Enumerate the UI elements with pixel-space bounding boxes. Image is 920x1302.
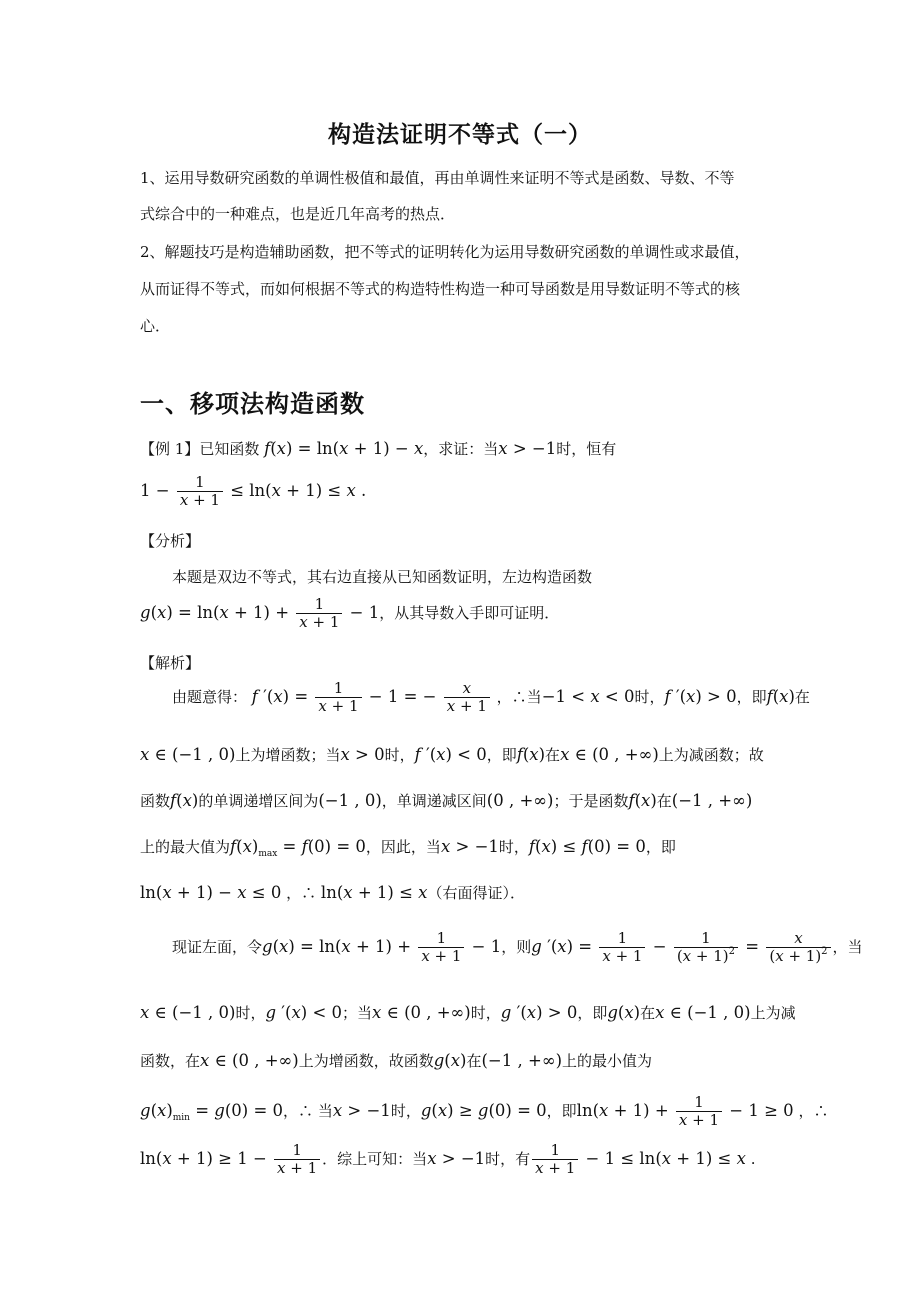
solution-line-10: ln(x + 1) ≥ 1 − $\frac{1}{x + 1}$ ．综上可知：当x > −1时，有 $\frac{1}{x + 1}$ − 1 ≤ ln(x + 1) ≤ x . xyxy=(140,1141,756,1177)
intro-paragraph-1-line-2: 式综合中的一种难点，也是近几年高考的热点． xyxy=(140,205,456,223)
intro-paragraph-1-line-1: 1、运用导数研究函数的单调性极值和最值，再由单调性来证明不等式是函数、导数、不等 xyxy=(140,169,735,187)
solution-line-5: ln(x + 1) − x ≤ 0 ，∴ ln(x + 1) ≤ x（右面得证）． xyxy=(140,883,525,902)
solution-line-6: 现证左面，令g(x) = ln(x + 1) + $\frac{1}{x + 1}$ − 1，则g ′(x) = $\frac{1}{x + 1}$ − $\frac{1}{(x + 1)^2}$ = $\frac{x}{(x + 1)^2}$ ，当 xyxy=(172,929,863,965)
solution-line-4: 上的最大值为$f(x)_{max} = f(0) = 0$，因此，当x > −1时，f(x) ≤ f(0) = 0，即 xyxy=(140,837,676,859)
solution-line-8: 函数，在x ∈ (0 , +∞)上为增函数，故函数g(x)在(−1 , +∞)上的最小值为 xyxy=(140,1051,653,1070)
page-title: 构造法证明不等式（一） xyxy=(328,122,592,148)
analysis-tag: 【分析】 xyxy=(140,532,201,550)
analysis-function: g(x) = ln(x + 1) + $\frac{1}{x + 1}$ − 1，从其导数入手即可证明． xyxy=(140,595,560,631)
section-heading: 一、移项法构造函数 xyxy=(140,390,365,418)
solution-line-7: x ∈ (−1 , 0)时，g ′(x) < 0；当x ∈ (0 , +∞)时，g ′(x) > 0，即g(x)在x ∈ (−1 , 0)上为减 xyxy=(140,1003,796,1022)
example-inequality: 1 − $\frac{1}{x + 1}$ ≤ ln(x + 1) ≤ x . xyxy=(140,473,367,509)
solution-line-9: $g(x)_{min} = g(0) = 0$，∴ 当x > −1时，g(x) ≥ g(0) = 0，即ln(x + 1) + $\frac{1}{x + 1}$ − 1 ≥ 0 ，∴ xyxy=(140,1093,829,1129)
solution-line-2: x ∈ (−1 , 0)上为增函数；当x > 0时，f ′(x) < 0，即f(x)在x ∈ (0 , +∞)上为减函数；故 xyxy=(140,745,764,764)
example-tag: 【例 1】 xyxy=(140,440,200,458)
intro-paragraph-2-line-3: 心． xyxy=(140,317,171,335)
solution-line-3: 函数f(x)的单调递增区间为(−1 , 0)，单调递减区间(0 , +∞)；于是函数f(x)在(−1 , +∞) xyxy=(140,791,753,810)
analysis-text: 本题是双边不等式，其右边直接从已知函数证明，左边构造函数 xyxy=(172,568,593,586)
example-statement: 【例 1】已知函数 f(x) = ln(x + 1) − x，求证：当x > −1时，恒有 xyxy=(140,439,617,458)
intro-paragraph-2-line-2: 从而证得不等式，而如何根据不等式的构造特性构造一种可导函数是用导数证明不等式的核 xyxy=(140,280,741,298)
solution-line-1: 由题意得： f ′(x) = $\frac{1}{x + 1}$ − 1 = − $\frac{x}{x + 1}$ ，∴当−1 < x < 0时，f ′(x) > 0，即f(x)在 xyxy=(172,679,810,715)
solution-tag: 【解析】 xyxy=(140,654,201,672)
intro-paragraph-2-line-1: 2、解题技巧是构造辅助函数，把不等式的证明转化为运用导数研究函数的单调性或求最值， xyxy=(140,243,750,261)
